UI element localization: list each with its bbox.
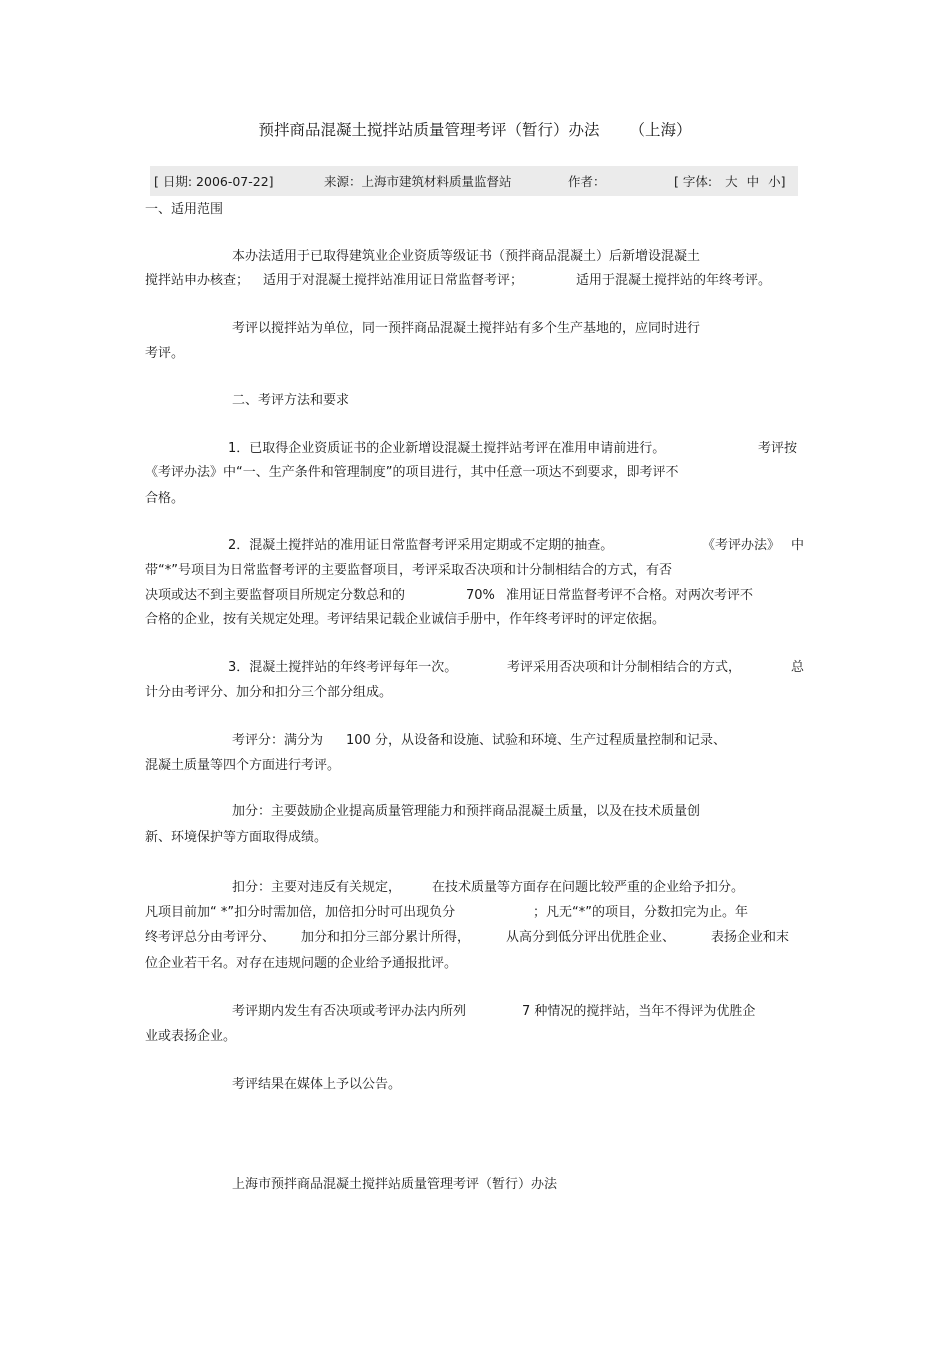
paragraph-line: 在技术质量等方面存在问题比较严重的企业给予扣分。 (432, 880, 745, 895)
list-item-line: 带“*”号项目为日常监督考评的主要监督项目，考评采取否决项和计分制相结合的方式，有否 (145, 563, 672, 578)
paragraph-line: 凡项目前加“ *”扣分时需加倍，加倍扣分时可出现负分 (145, 905, 456, 920)
paragraph-line: 考评以搅拌站为单位，同一预拌商品混凝土搅拌站有多个生产基地的，应同时进行 (232, 321, 701, 336)
meta-author: 作者： (568, 174, 606, 189)
paragraph-line: 考评期内发生有否决项或考评办法内所列 (232, 1004, 467, 1019)
paragraph-line: 业或表扬企业。 (145, 1029, 237, 1044)
list-item-line: 计分由考评分、加分和扣分三个部分组成。 (145, 685, 393, 700)
paragraph-line: 100 分，从设备和设施、试验和环境、生产过程质量控制和记录、 (346, 733, 726, 748)
font-size-small-link[interactable]: 小] (768, 174, 786, 189)
font-size-label: [ 字体: (674, 174, 713, 189)
section-heading-scope: 一、适用范围 (145, 202, 224, 217)
paragraph-line: 本办法适用于已取得建筑业企业资质等级证书（预拌商品混凝土）后新增设混凝土 (232, 249, 701, 264)
list-item-line: 总 (791, 660, 805, 675)
list-item-line: 考评按 (758, 441, 798, 456)
paragraph-line: 表扬企业和末 (711, 930, 790, 945)
paragraph-line: 从高分到低分评出优胜企业、 (506, 930, 676, 945)
list-item-line: 3．混凝土搅拌站的年终考评每年一次。 (228, 660, 458, 675)
list-item-line: 合格的企业，按有关规定处理。考评结果记载企业诚信手册中，作年终考评时的评定依据。 (145, 612, 666, 627)
paragraph-line: 新、环境保护等方面取得成绩。 (145, 830, 328, 845)
paragraph-line: 扣分：主要对违反有关规定， (232, 880, 402, 895)
font-size-medium-link[interactable]: 中 (746, 174, 760, 189)
list-item-line: 70% (466, 588, 495, 603)
page-title (0, 118, 950, 140)
paragraph-line: 搅拌站申办核查； (145, 273, 250, 288)
list-item-line: 决项或达不到主要监督项目所规定分数总和的 (145, 588, 406, 603)
paragraph-line: 混凝土质量等四个方面进行考评。 (145, 758, 341, 773)
section-heading-method: 二、考评方法和要求 (232, 393, 350, 408)
list-item-line: 1．已取得企业资质证书的企业新增设混凝土搅拌站考评在准用申请前进行。 (228, 441, 666, 456)
paragraph-line: 适用于对混凝土搅拌站准用证日常监督考评； (263, 273, 524, 288)
title-text: 预拌商品混凝土搅拌站质量管理考评（暂行）办法 (258, 121, 600, 139)
list-item-line: 中 (791, 538, 805, 553)
font-size-large-link[interactable]: 大 (725, 174, 738, 189)
paragraph-line: 加分和扣分三部分累计所得， (301, 930, 471, 945)
paragraph-line: 7 种情况的搅拌站，当年不得评为优胜企 (522, 1004, 756, 1019)
list-item-line: 准用证日常监督考评不合格。对两次考评不 (506, 588, 754, 603)
list-item-line: 2．混凝土搅拌站的准用证日常监督考评采用定期或不定期的抽查。 (228, 538, 614, 553)
paragraph-line: 加分：主要鼓励企业提高质量管理能力和预拌商品混凝土质量，以及在技术质量创 (232, 804, 701, 819)
paragraph-line: 适用于混凝土搅拌站的年终考评。 (576, 273, 772, 288)
paragraph-line: 考评。 (145, 346, 185, 361)
article-meta-bar (150, 166, 798, 196)
meta-date: [ 日期: 2006-07-22] (154, 174, 274, 189)
paragraph-line: 考评分：满分为 (232, 733, 324, 748)
list-item-line: 《考评办法》 (702, 538, 781, 553)
meta-source: 来源：上海市建筑材料质量监督站 (324, 174, 512, 189)
list-item-line: 考评采用否决项和计分制相结合的方式， (507, 660, 742, 675)
paragraph-line: 终考评总分由考评分、 (145, 930, 276, 945)
paragraph-line: ；凡无“*”的项目，分数扣完为止。年 (533, 905, 748, 920)
paragraph-line: 考评结果在媒体上予以公告。 (232, 1077, 402, 1092)
document-subtitle: 上海市预拌商品混凝土搅拌站质量管理考评（暂行）办法 (232, 1177, 558, 1192)
list-item-line: 合格。 (145, 491, 185, 506)
title-region: （上海） (629, 121, 692, 139)
list-item-line: 《考评办法》中“一、生产条件和管理制度”的项目进行，其中任意一项达不到要求，即考评不 (145, 465, 679, 480)
font-size-selector (674, 172, 785, 190)
paragraph-line: 位企业若干名。对存在违规问题的企业给予通报批评。 (145, 956, 458, 971)
